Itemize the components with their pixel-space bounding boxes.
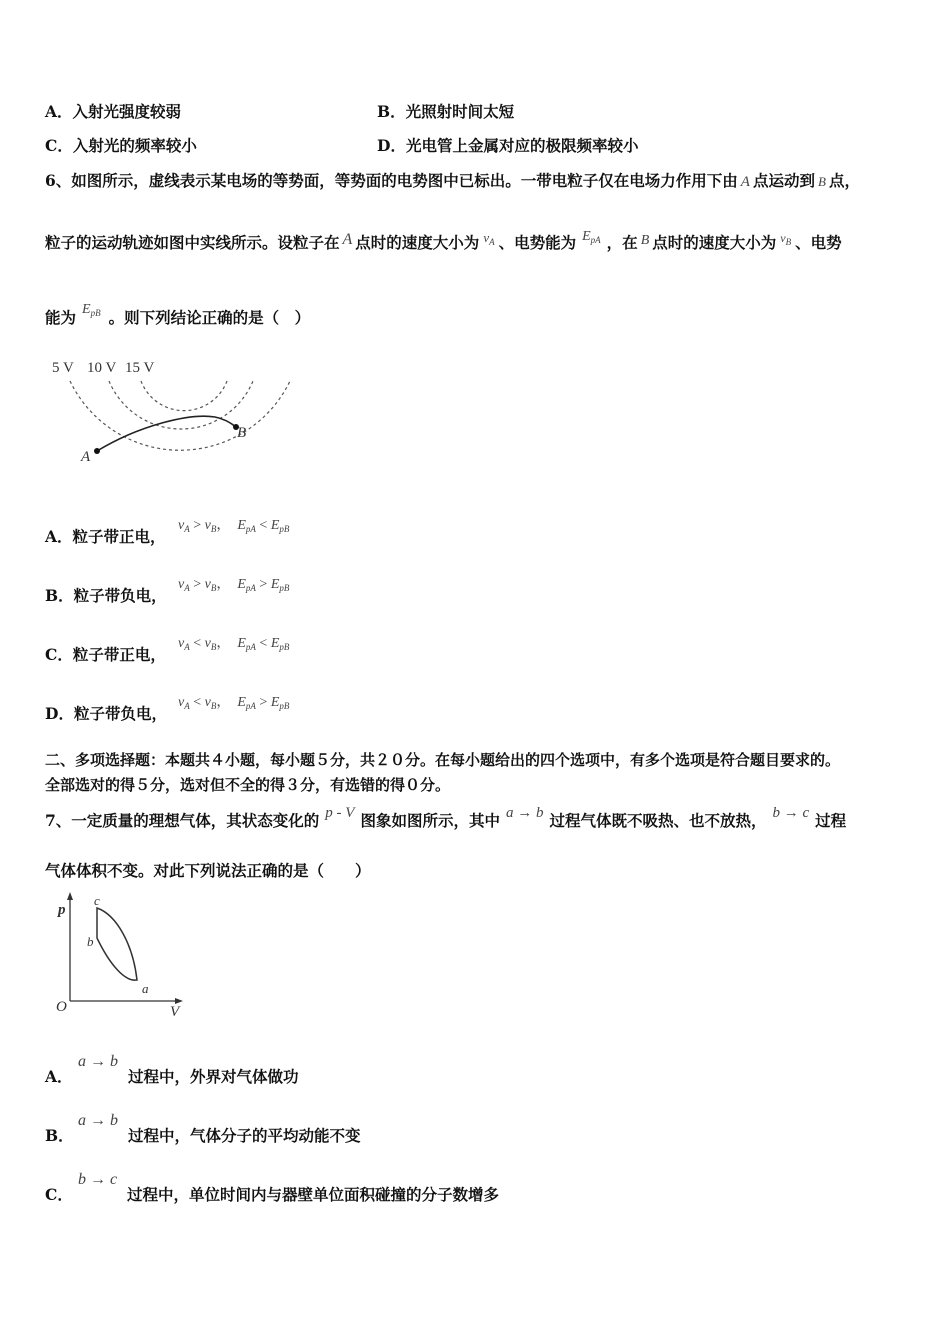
q7-option-b-math: a → b xyxy=(78,1112,118,1129)
q6-option-a-math: $v_A > v_B$， $E_{pA} < E_{pB}$ xyxy=(178,518,290,534)
q5-option-c: C．入射光的频率较小 xyxy=(45,136,197,155)
point-a-dot xyxy=(94,448,100,454)
q6-stem-line1: 6、如图所示，虚线表示某电场的等势面，等势面的电势图中已标出。一带电粒子仅在电场力作用下由 A 点运动到 B 点， xyxy=(45,171,860,190)
q5-option-a: A．入射光强度较弱 xyxy=(45,102,182,121)
q5-option-b: B．光照射时间太短 xyxy=(377,102,515,121)
equipotential-5v xyxy=(70,381,290,450)
q7-option-b-text: 过程中，气体分子的平均动能不变 xyxy=(128,1126,361,1145)
q6-stem-line3: 能为 $E_{pB}$ 。则下列结论正确的是（ ） xyxy=(45,302,311,327)
point-c-label: c xyxy=(94,893,100,908)
equipotential-10v xyxy=(109,381,253,429)
q7-option-c: C． xyxy=(45,1185,73,1204)
label-15v: 15 V xyxy=(125,360,155,376)
q7-stem-line2: 气体体积不变。对此下列说法正确的是（ ） xyxy=(45,861,371,880)
point-b-label: B xyxy=(237,425,247,441)
point-b-label-pv: b xyxy=(87,934,94,949)
q7-option-c-text: 过程中，单位时间内与器壁单位面积碰撞的分子数增多 xyxy=(127,1185,500,1204)
q6-option-d: D．粒子带负电， xyxy=(45,704,167,723)
q7-option-b: B． xyxy=(45,1126,74,1145)
axis-v-label: V xyxy=(170,1004,180,1020)
point-a-label: A xyxy=(81,449,91,465)
point-a-label-pv: a xyxy=(142,981,149,996)
label-5v: 5 V xyxy=(52,360,74,376)
q7-option-a: A． xyxy=(45,1067,73,1086)
q7-option-c-math: b → c xyxy=(78,1171,118,1188)
p-axis-arrow xyxy=(67,892,73,900)
q7-stem-line1: 7、一定质量的理想气体，其状态变化的 p - V 图象如图所示，其中 a → b 过程气体既不吸热、也不放热， b → c 过程 xyxy=(45,805,847,830)
q7-pv-figure xyxy=(45,890,195,1020)
q6-option-b-math: $v_A > v_B$， $E_{pA} > E_{pB}$ xyxy=(178,577,290,593)
q6-option-a: A．粒子带正电， xyxy=(45,527,166,546)
q6-option-c-math: $v_A < v_B$， $E_{pA} < E_{pB}$ xyxy=(178,636,290,652)
q7-option-a-text: 过程中，外界对气体做功 xyxy=(128,1067,299,1086)
q6-equipotential-figure xyxy=(45,355,305,495)
section2-line1: 二、多项选择题：本题共４小题，每小题５分，共２０分。在每小题给出的四个选项中，有多个选项是符合题目要求的。 xyxy=(45,751,841,769)
equipotential-15v xyxy=(141,381,227,411)
q5-option-d: D．光电管上金属对应的极限频率较小 xyxy=(377,136,639,155)
q6-option-b: B．粒子带负电， xyxy=(45,586,167,605)
origin-label: O xyxy=(56,999,67,1015)
q6-option-d-math: $v_A < v_B$， $E_{pA} > E_{pB}$ xyxy=(178,695,290,711)
pv-cycle-loop xyxy=(97,908,137,980)
section2-line2: 全部选对的得５分，选对但不全的得３分，有选错的得０分。 xyxy=(45,776,451,794)
q6-stem-line2: 粒子的运动轨迹如图中实线所示。设粒子在 A 点时的速度大小为 $^{v_A}$ 、电势能为 $E_{pA}$ ，在 B 点时的速度大小为 $^{v_B}$ 、电势 xyxy=(45,229,842,252)
axis-p-label: p xyxy=(58,902,66,918)
q6-option-c: C．粒子带正电， xyxy=(45,645,166,664)
q7-option-a-math: a → b xyxy=(78,1053,118,1070)
label-10v: 10 V xyxy=(87,360,117,376)
